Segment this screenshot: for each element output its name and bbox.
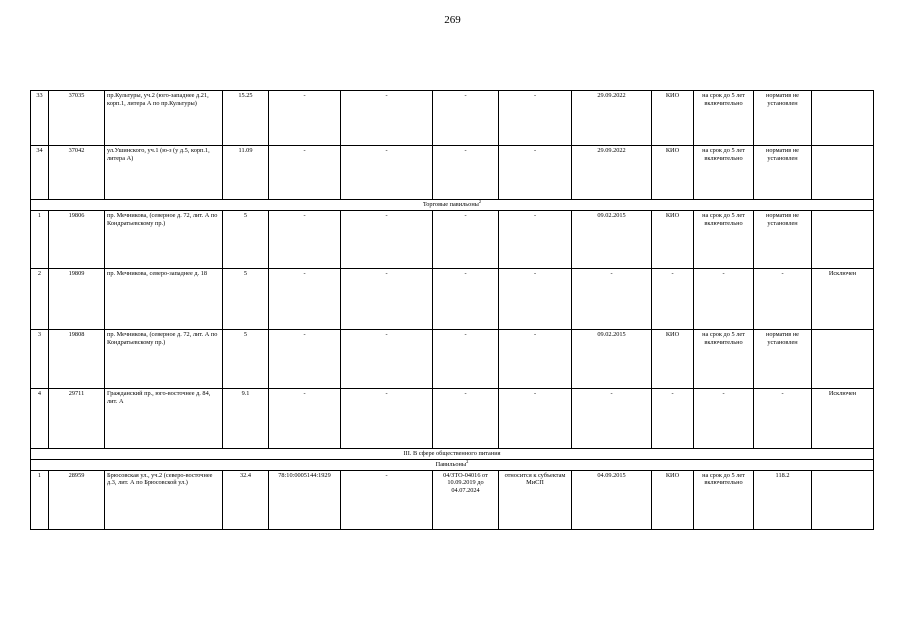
row-norm: - <box>754 268 812 329</box>
row-address: Брюсовская ул., уч.2 (северо-восточнее д.3, лит. А по Брюсовской ул.) <box>105 470 223 529</box>
section-label: III. В сфере общественного питания <box>31 448 874 459</box>
row-note <box>812 146 874 200</box>
table-row <box>31 146 874 200</box>
row-contract: - <box>433 388 499 448</box>
row-number: 4 <box>31 388 49 448</box>
row-note <box>812 329 874 388</box>
row-subject: - <box>499 210 572 268</box>
row-subject: - <box>499 329 572 388</box>
row-contract: - <box>433 268 499 329</box>
row-address: ул.Ушинского, уч.1 (ю-з (у д.5, корп.1, литера А) <box>105 146 223 200</box>
row-col6: - <box>341 146 433 200</box>
row-area: 32.4 <box>223 470 269 529</box>
row-col6: - <box>341 210 433 268</box>
table-row <box>31 470 874 529</box>
row-address: Гражданский пр., юго-восточнее д. 84, лит. А <box>105 388 223 448</box>
row-area: 15.25 <box>223 91 269 146</box>
row-number: 1 <box>31 210 49 268</box>
row-area: 5 <box>223 268 269 329</box>
row-term: - <box>694 268 754 329</box>
row-id: 28959 <box>49 470 105 529</box>
row-organization: КИО <box>652 91 694 146</box>
row-date: - <box>572 268 652 329</box>
row-subject: относится к субъектам МиСП <box>499 470 572 529</box>
table-row <box>31 329 874 388</box>
row-note <box>812 91 874 146</box>
row-area: 9.1 <box>223 388 269 448</box>
row-contract: - <box>433 146 499 200</box>
row-term: на срок до 5 лет включительно <box>694 146 754 200</box>
row-organization: - <box>652 268 694 329</box>
row-contract: - <box>433 210 499 268</box>
row-id: 29711 <box>49 388 105 448</box>
row-organization: КИО <box>652 146 694 200</box>
row-id: 19809 <box>49 268 105 329</box>
page-number: 269 <box>444 14 461 26</box>
row-term: - <box>694 388 754 448</box>
row-col6: - <box>341 91 433 146</box>
row-contract: 04/ЗТО-04016 от 10.09.2019 до 04.07.2024 <box>433 470 499 529</box>
row-cadastral: - <box>269 388 341 448</box>
row-date: 04.09.2015 <box>572 470 652 529</box>
row-cadastral: 78:10:0005144:1929 <box>269 470 341 529</box>
row-note: Исключен <box>812 388 874 448</box>
row-cadastral: - <box>269 91 341 146</box>
row-organization: КИО <box>652 329 694 388</box>
row-date: 29.09.2022 <box>572 91 652 146</box>
row-col6: - <box>341 329 433 388</box>
row-id: 19808 <box>49 329 105 388</box>
row-organization: КИО <box>652 210 694 268</box>
section-header-pavilions <box>31 459 874 470</box>
row-id: 37035 <box>49 91 105 146</box>
row-col6: - <box>341 268 433 329</box>
row-organization: КИО <box>652 470 694 529</box>
row-note <box>812 470 874 529</box>
section-header-food <box>31 448 874 459</box>
row-organization: - <box>652 388 694 448</box>
row-address: пр.Культуры, уч.2 (юго-западнее д.21, корп.1, литера А по пр.Культуры) <box>105 91 223 146</box>
row-col6: - <box>341 470 433 529</box>
row-subject: - <box>499 146 572 200</box>
row-norm: норматив не установлен <box>754 91 812 146</box>
row-date: 09.02.2015 <box>572 329 652 388</box>
row-term: на срок до 5 лет включительно <box>694 470 754 529</box>
row-date: - <box>572 388 652 448</box>
row-norm: норматив не установлен <box>754 210 812 268</box>
row-date: 09.02.2015 <box>572 210 652 268</box>
row-id: 19806 <box>49 210 105 268</box>
row-note: Исключен <box>812 268 874 329</box>
row-cadastral: - <box>269 268 341 329</box>
table-row <box>31 210 874 268</box>
row-contract: - <box>433 329 499 388</box>
row-address: пр. Мечникова, северо-западнее д. 18 <box>105 268 223 329</box>
row-cadastral: - <box>269 329 341 388</box>
row-term: на срок до 5 лет включительно <box>694 91 754 146</box>
row-norm: норматив не установлен <box>754 146 812 200</box>
row-subject: - <box>499 388 572 448</box>
section-label: Павильоны$^2$ <box>31 459 874 470</box>
row-id: 37042 <box>49 146 105 200</box>
row-area: 5 <box>223 210 269 268</box>
registry-table <box>30 90 874 530</box>
row-address: пр. Мечникова, (северное д. 72, лит. А по Кондратьевскому пр.) <box>105 210 223 268</box>
row-date: 29.09.2022 <box>572 146 652 200</box>
row-number: 2 <box>31 268 49 329</box>
row-col6: - <box>341 388 433 448</box>
row-subject: - <box>499 268 572 329</box>
row-term: на срок до 5 лет включительно <box>694 210 754 268</box>
row-number: 34 <box>31 146 49 200</box>
row-number: 33 <box>31 91 49 146</box>
row-norm: норматив не установлен <box>754 329 812 388</box>
row-norm: - <box>754 388 812 448</box>
row-area: 5 <box>223 329 269 388</box>
row-area: 11.09 <box>223 146 269 200</box>
row-contract: - <box>433 91 499 146</box>
section-label: Торговые павильоны$^2$ <box>31 200 874 211</box>
row-norm: 118.2 <box>754 470 812 529</box>
row-cadastral: - <box>269 146 341 200</box>
row-subject: - <box>499 91 572 146</box>
row-cadastral: - <box>269 210 341 268</box>
row-address: пр. Мечникова, (северное д. 72, лит. А по Кондратьевскому пр.) <box>105 329 223 388</box>
row-note <box>812 210 874 268</box>
table-row <box>31 388 874 448</box>
table-row <box>31 91 874 146</box>
table-row <box>31 268 874 329</box>
row-number: 1 <box>31 470 49 529</box>
section-header-trade <box>31 200 874 211</box>
row-number: 3 <box>31 329 49 388</box>
row-term: на срок до 5 лет включительно <box>694 329 754 388</box>
